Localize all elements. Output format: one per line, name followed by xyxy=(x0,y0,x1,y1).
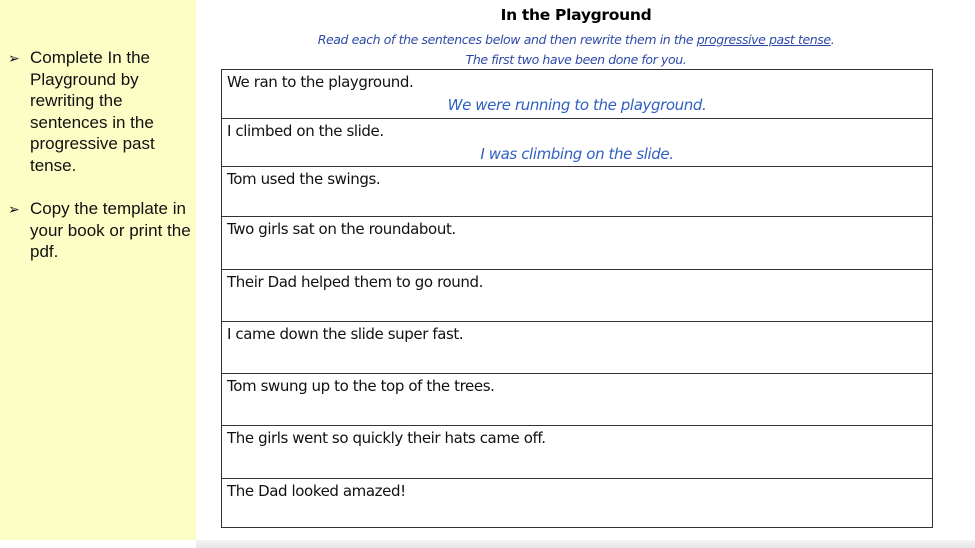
instructions-sidebar xyxy=(0,0,196,540)
worksheet xyxy=(196,0,975,540)
arrow-bullet-icon: ➢ xyxy=(8,201,20,217)
worksheet-title: In the Playground xyxy=(500,6,652,24)
instruction-text: Copy the template in your book or print the pdf. xyxy=(30,199,191,261)
instruction-text: Complete In the Playground by rewriting the sentences in the progressive past tense. xyxy=(30,48,155,175)
table-row xyxy=(222,166,932,216)
bottom-edge-strip xyxy=(196,540,975,548)
answer-text: We were running to the playground. xyxy=(447,96,707,114)
sentence-text: Their Dad helped them to go round. xyxy=(227,273,483,291)
instruction-item-complete xyxy=(8,47,193,176)
sentence-text: I climbed on the slide. xyxy=(227,122,384,140)
instruction-list xyxy=(8,47,193,285)
table-row xyxy=(222,321,932,373)
instruction-prefix: Read each of the sentences below and then rewrite them in the xyxy=(317,32,697,47)
table-row xyxy=(222,425,932,478)
sentence-text: The girls went so quickly their hats came off. xyxy=(227,429,546,447)
instruction-item-copy xyxy=(8,198,193,263)
progressive-past-tense-link[interactable]: progressive past tense xyxy=(696,32,831,47)
instruction-line-1 xyxy=(196,30,956,50)
table-row xyxy=(222,269,932,321)
table-row xyxy=(222,118,932,166)
worksheet-instructions xyxy=(196,30,956,70)
instruction-suffix: . xyxy=(830,32,835,47)
table-row xyxy=(222,70,932,118)
sentence-text: The Dad looked amazed! xyxy=(227,482,406,500)
sentence-text: We ran to the playground. xyxy=(227,73,414,91)
sentence-text: Tom used the swings. xyxy=(227,170,381,188)
table-row xyxy=(222,373,932,425)
instruction-line-2: The first two have been done for you. xyxy=(465,52,687,67)
sentence-table xyxy=(221,69,933,528)
sentence-text: Tom swung up to the top of the trees. xyxy=(227,377,495,395)
arrow-bullet-icon: ➢ xyxy=(8,50,20,66)
answer-text: I was climbing on the slide. xyxy=(480,145,674,163)
table-row xyxy=(222,216,932,269)
sentence-text: Two girls sat on the roundabout. xyxy=(227,220,456,238)
table-row xyxy=(222,478,932,527)
sentence-text: I came down the slide super fast. xyxy=(227,325,464,343)
